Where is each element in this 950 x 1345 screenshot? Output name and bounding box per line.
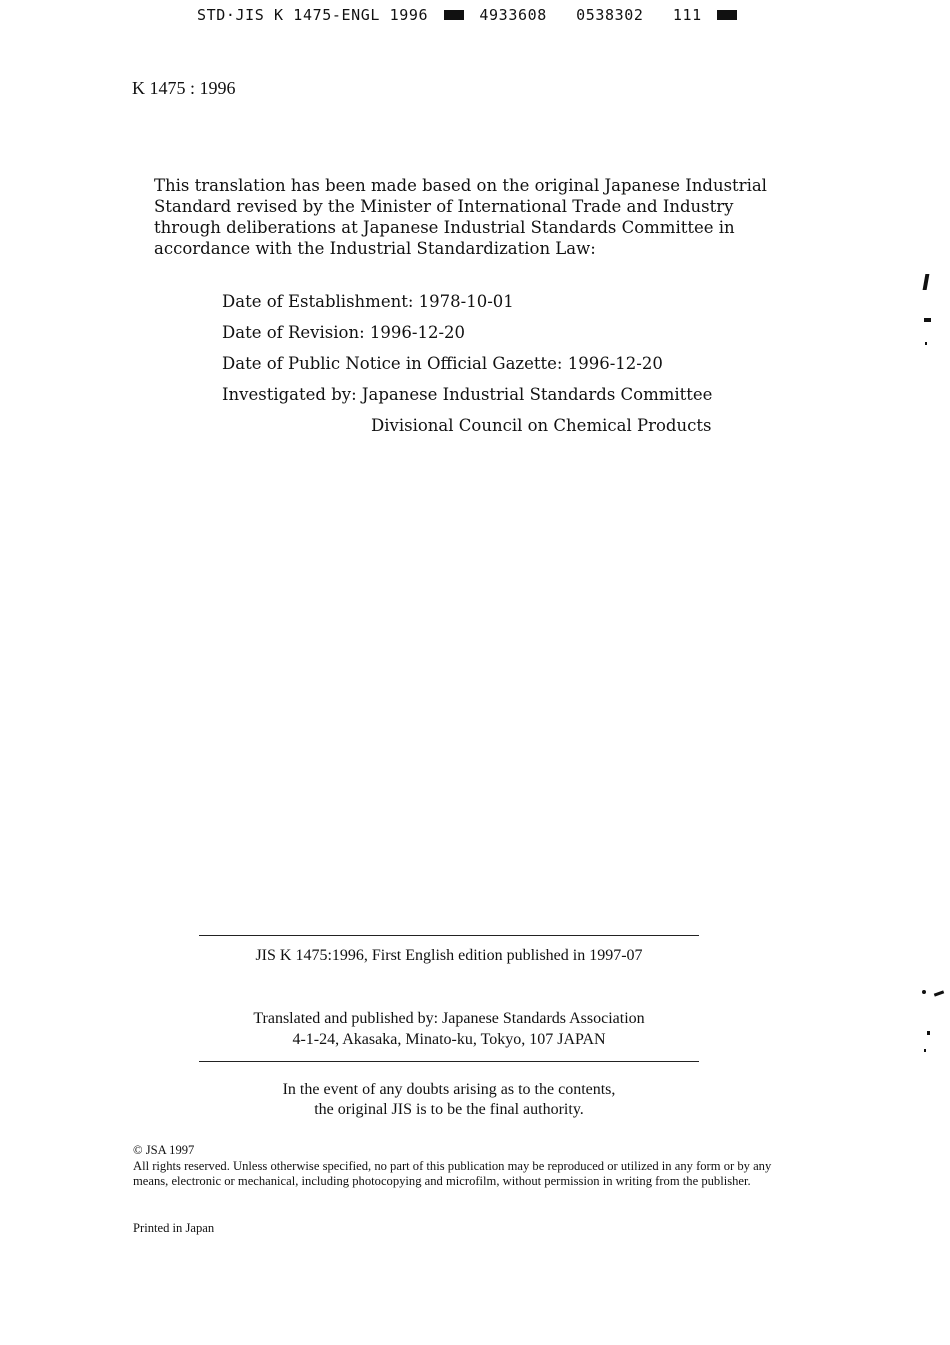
scan-barcode-c: 111	[672, 6, 702, 24]
scan-artifact	[922, 990, 926, 994]
scan-header-text: STD·JIS K 1475-ENGL 1996	[197, 6, 429, 24]
printed-in: Printed in Japan	[133, 1221, 215, 1235]
publisher-block	[199, 1008, 699, 1050]
standard-details	[222, 290, 712, 445]
scan-artifact	[924, 318, 931, 322]
authority-line-2: the original JIS is to be the final authority.	[314, 1101, 584, 1118]
edition-line: JIS K 1475:1996, First English edition published in 1997-07	[255, 947, 643, 964]
scan-artifact	[934, 990, 944, 996]
scan-barcode-a: 4933608	[479, 6, 547, 24]
investigated-by: Investigated by: Japanese Industrial Standards Committee	[222, 385, 713, 404]
rights-reserved-text: All rights reserved. Unless otherwise specified, no part of this publication may be reproduced or utilized in any form or by any means, electronic or mechanical, including photocopying and microfilm, without permission in writing from the publisher.	[133, 1158, 772, 1188]
date-of-public-notice: Date of Public Notice in Official Gazette: 1996-12-20	[222, 354, 663, 373]
date-of-establishment: Date of Establishment: 1978-10-01	[222, 292, 514, 311]
scan-block-mark	[444, 10, 464, 20]
standard-code: K 1475 : 1996	[132, 78, 236, 98]
date-of-revision: Date of Revision: 1996-12-20	[222, 323, 466, 342]
publisher-line-1: Translated and published by: Japanese Standards Association	[253, 1010, 645, 1027]
divisional-council: Divisional Council on Chemical Products	[371, 416, 712, 435]
intro-paragraph: This translation has been made based on the original Japanese Industrial Standard revised by the Minister of International Trade and Industry through deliberations at Japanese Industrial Standards Committee in accordance with the Industrial Standardization Law:	[154, 176, 767, 258]
scan-artifact	[923, 274, 930, 290]
authority-line-1: In the event of any doubts arising as to the contents,	[282, 1081, 616, 1098]
copyright-block	[133, 1143, 773, 1190]
scan-header	[197, 6, 797, 26]
divider-top	[199, 935, 699, 936]
scan-block-mark-end	[717, 10, 737, 20]
scan-barcode-b: 0538302	[576, 6, 644, 24]
divider-bottom	[199, 1061, 699, 1062]
scan-artifact	[924, 1049, 926, 1052]
publisher-address: 4-1-24, Akasaka, Minato-ku, Tokyo, 107 JAPAN	[292, 1031, 606, 1048]
scan-artifact	[927, 1031, 930, 1035]
authority-notice	[199, 1080, 699, 1120]
copyright-line: © JSA 1997	[133, 1143, 195, 1157]
scan-artifact	[925, 342, 927, 345]
